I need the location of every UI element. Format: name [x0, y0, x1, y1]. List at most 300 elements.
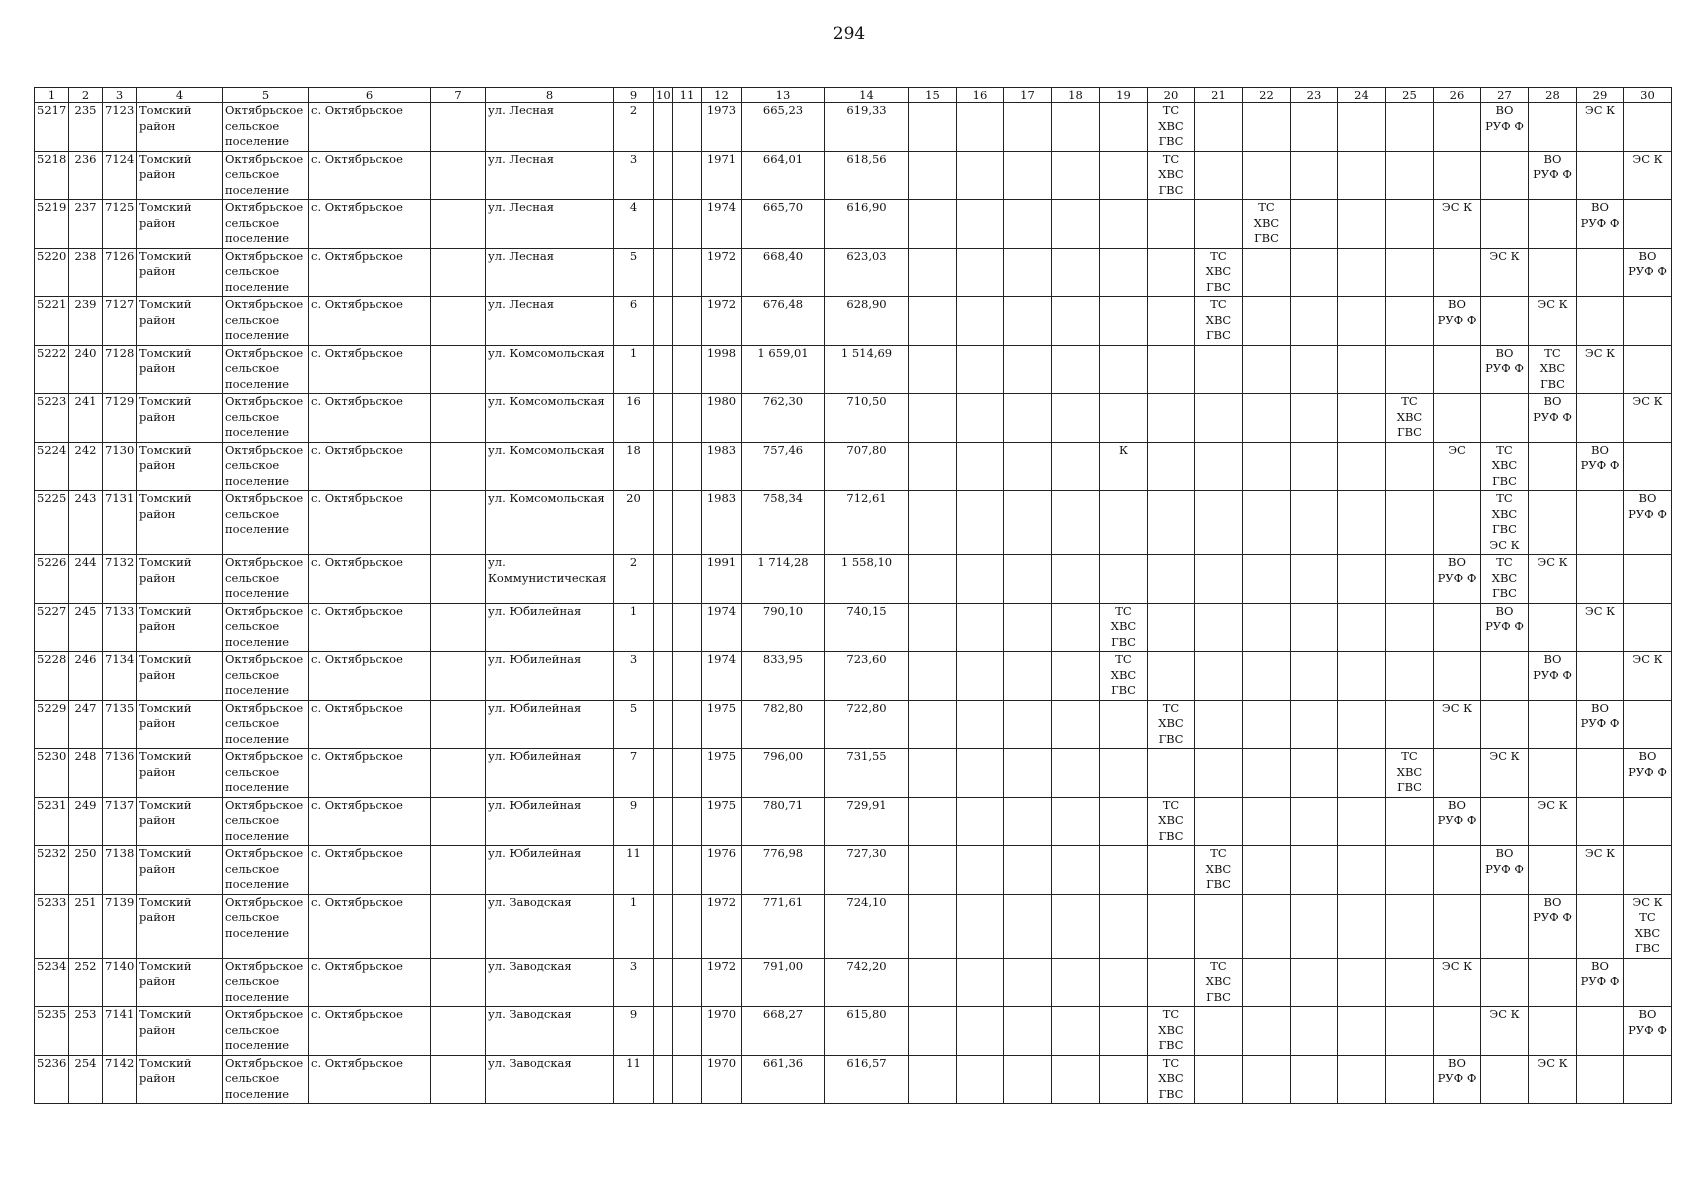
cell-col-21	[1195, 345, 1243, 394]
cell-col-24	[1338, 248, 1386, 297]
cell-col-19	[1100, 491, 1148, 555]
column-header-25: 25	[1386, 88, 1434, 103]
cell-col-26	[1434, 749, 1481, 798]
cell-locality: с. Октябрьское	[309, 297, 431, 346]
cell-street: ул. Комсомольская	[486, 394, 614, 443]
cell-col-7	[431, 442, 486, 491]
cell-col-28: ЭС К	[1529, 797, 1577, 846]
cell-col-11	[673, 491, 702, 555]
cell-col-18	[1052, 248, 1100, 297]
cell-col-27	[1481, 652, 1529, 701]
cell-col-10	[654, 749, 673, 798]
cell-col-23	[1291, 297, 1338, 346]
cell-living-area: 712,61	[825, 491, 909, 555]
cell-col-17	[1004, 1007, 1052, 1056]
column-header-22: 22	[1243, 88, 1291, 103]
cell-col-27	[1481, 797, 1529, 846]
cell-record-number: 5218	[35, 151, 69, 200]
cell-col-15	[909, 248, 957, 297]
cell-locality: с. Октябрьское	[309, 846, 431, 895]
cell-col-11	[673, 846, 702, 895]
cell-col-29	[1577, 297, 1624, 346]
cell-col-17	[1004, 652, 1052, 701]
cell-locality: с. Октябрьское	[309, 555, 431, 604]
cell-sequence-number: 241	[69, 394, 103, 443]
cell-col-18	[1052, 103, 1100, 152]
cell-col-7	[431, 555, 486, 604]
cell-living-area: 623,03	[825, 248, 909, 297]
cell-col-19	[1100, 1055, 1148, 1104]
cell-col-18	[1052, 394, 1100, 443]
table-row	[35, 894, 1672, 958]
cell-locality: с. Октябрьское	[309, 958, 431, 1007]
cell-col-20	[1148, 297, 1195, 346]
cell-col-23	[1291, 846, 1338, 895]
cell-object-number: 7132	[103, 555, 137, 604]
cell-house-number: 7	[614, 749, 654, 798]
cell-settlement: Октябрьское сельское поселение	[223, 652, 309, 701]
cell-col-7	[431, 103, 486, 152]
cell-col-29: ВО РУФ Ф	[1577, 958, 1624, 1007]
cell-col-29	[1577, 248, 1624, 297]
cell-col-24	[1338, 555, 1386, 604]
cell-sequence-number: 235	[69, 103, 103, 152]
cell-total-area: 665,70	[742, 200, 825, 249]
cell-col-26: ВО РУФ Ф	[1434, 1055, 1481, 1104]
cell-col-7	[431, 700, 486, 749]
cell-object-number: 7138	[103, 846, 137, 895]
cell-col-11	[673, 1055, 702, 1104]
cell-col-30: ВО РУФ Ф	[1624, 491, 1672, 555]
column-header-24: 24	[1338, 88, 1386, 103]
cell-col-15	[909, 958, 957, 1007]
cell-locality: с. Октябрьское	[309, 749, 431, 798]
cell-col-19: ТС ХВС ГВС	[1100, 652, 1148, 701]
cell-col-7	[431, 248, 486, 297]
cell-col-24	[1338, 151, 1386, 200]
cell-object-number: 7142	[103, 1055, 137, 1104]
cell-col-15	[909, 894, 957, 958]
cell-col-19	[1100, 297, 1148, 346]
cell-settlement: Октябрьское сельское поселение	[223, 1007, 309, 1056]
cell-col-24	[1338, 297, 1386, 346]
cell-col-30	[1624, 200, 1672, 249]
cell-record-number: 5232	[35, 846, 69, 895]
cell-col-29	[1577, 797, 1624, 846]
cell-col-21	[1195, 797, 1243, 846]
cell-col-19	[1100, 749, 1148, 798]
cell-district: Томский район	[137, 200, 223, 249]
cell-record-number: 5220	[35, 248, 69, 297]
cell-col-21: ТС ХВС ГВС	[1195, 297, 1243, 346]
cell-col-30	[1624, 603, 1672, 652]
cell-record-number: 5222	[35, 345, 69, 394]
cell-col-27	[1481, 151, 1529, 200]
table-row	[35, 151, 1672, 200]
cell-col-10	[654, 442, 673, 491]
cell-house-number: 11	[614, 846, 654, 895]
cell-object-number: 7124	[103, 151, 137, 200]
cell-sequence-number: 237	[69, 200, 103, 249]
column-header-15: 15	[909, 88, 957, 103]
table-row	[35, 555, 1672, 604]
cell-record-number: 5217	[35, 103, 69, 152]
cell-col-7	[431, 958, 486, 1007]
cell-col-16	[957, 555, 1004, 604]
cell-col-19	[1100, 200, 1148, 249]
cell-district: Томский район	[137, 1007, 223, 1056]
cell-col-11	[673, 297, 702, 346]
cell-locality: с. Октябрьское	[309, 797, 431, 846]
cell-col-18	[1052, 749, 1100, 798]
cell-record-number: 5229	[35, 700, 69, 749]
cell-col-29	[1577, 555, 1624, 604]
cell-object-number: 7123	[103, 103, 137, 152]
cell-sequence-number: 250	[69, 846, 103, 895]
cell-col-24	[1338, 749, 1386, 798]
cell-col-25	[1386, 200, 1434, 249]
cell-col-16	[957, 1007, 1004, 1056]
cell-col-20	[1148, 749, 1195, 798]
cell-district: Томский район	[137, 491, 223, 555]
cell-col-30	[1624, 1055, 1672, 1104]
cell-col-24	[1338, 394, 1386, 443]
cell-total-area: 833,95	[742, 652, 825, 701]
cell-living-area: 724,10	[825, 894, 909, 958]
cell-col-10	[654, 555, 673, 604]
cell-col-22	[1243, 958, 1291, 1007]
cell-col-19	[1100, 797, 1148, 846]
cell-col-30: ВО РУФ Ф	[1624, 1007, 1672, 1056]
cell-col-28	[1529, 442, 1577, 491]
cell-col-27: ТС ХВС ГВС ЭС К	[1481, 491, 1529, 555]
cell-col-24	[1338, 652, 1386, 701]
cell-col-11	[673, 345, 702, 394]
cell-col-20: ТС ХВС ГВС	[1148, 1055, 1195, 1104]
cell-col-18	[1052, 894, 1100, 958]
cell-col-7	[431, 297, 486, 346]
cell-col-7	[431, 894, 486, 958]
cell-col-19	[1100, 846, 1148, 895]
cell-house-number: 18	[614, 442, 654, 491]
cell-col-11	[673, 394, 702, 443]
cell-col-20: ТС ХВС ГВС	[1148, 797, 1195, 846]
cell-col-20	[1148, 394, 1195, 443]
cell-col-15	[909, 652, 957, 701]
cell-year: 1975	[702, 700, 742, 749]
cell-settlement: Октябрьское сельское поселение	[223, 345, 309, 394]
cell-object-number: 7130	[103, 442, 137, 491]
cell-col-24	[1338, 491, 1386, 555]
cell-settlement: Октябрьское сельское поселение	[223, 1055, 309, 1104]
cell-col-7	[431, 749, 486, 798]
column-header-21: 21	[1195, 88, 1243, 103]
cell-year: 1970	[702, 1055, 742, 1104]
cell-col-16	[957, 894, 1004, 958]
cell-col-23	[1291, 603, 1338, 652]
cell-settlement: Октябрьское сельское поселение	[223, 248, 309, 297]
cell-col-25	[1386, 345, 1434, 394]
cell-col-24	[1338, 894, 1386, 958]
cell-col-7	[431, 797, 486, 846]
cell-record-number: 5231	[35, 797, 69, 846]
cell-total-area: 668,40	[742, 248, 825, 297]
cell-district: Томский район	[137, 797, 223, 846]
cell-total-area: 676,48	[742, 297, 825, 346]
cell-locality: с. Октябрьское	[309, 1055, 431, 1104]
cell-year: 1971	[702, 151, 742, 200]
cell-locality: с. Октябрьское	[309, 700, 431, 749]
cell-col-10	[654, 846, 673, 895]
cell-col-23	[1291, 797, 1338, 846]
column-header-12: 12	[702, 88, 742, 103]
cell-col-17	[1004, 958, 1052, 1007]
cell-col-18	[1052, 603, 1100, 652]
cell-col-23	[1291, 700, 1338, 749]
cell-object-number: 7139	[103, 894, 137, 958]
cell-col-7	[431, 345, 486, 394]
cell-col-21	[1195, 491, 1243, 555]
table-row	[35, 103, 1672, 152]
cell-col-23	[1291, 345, 1338, 394]
cell-col-23	[1291, 200, 1338, 249]
cell-col-29: ВО РУФ Ф	[1577, 442, 1624, 491]
cell-living-area: 740,15	[825, 603, 909, 652]
cell-col-20	[1148, 442, 1195, 491]
cell-col-16	[957, 491, 1004, 555]
cell-col-11	[673, 103, 702, 152]
cell-col-18	[1052, 345, 1100, 394]
cell-sequence-number: 244	[69, 555, 103, 604]
cell-col-10	[654, 151, 673, 200]
cell-col-11	[673, 700, 702, 749]
cell-col-23	[1291, 652, 1338, 701]
table-row	[35, 797, 1672, 846]
cell-house-number: 2	[614, 555, 654, 604]
cell-col-19	[1100, 894, 1148, 958]
cell-col-17	[1004, 297, 1052, 346]
column-header-30: 30	[1624, 88, 1672, 103]
cell-col-20	[1148, 603, 1195, 652]
cell-col-25	[1386, 297, 1434, 346]
register-table	[34, 87, 1672, 1104]
cell-col-11	[673, 1007, 702, 1056]
table-row	[35, 1055, 1672, 1104]
cell-col-10	[654, 797, 673, 846]
cell-col-15	[909, 491, 957, 555]
cell-col-21	[1195, 749, 1243, 798]
cell-object-number: 7137	[103, 797, 137, 846]
cell-col-28: ВО РУФ Ф	[1529, 894, 1577, 958]
cell-total-area: 758,34	[742, 491, 825, 555]
cell-col-20	[1148, 652, 1195, 701]
cell-object-number: 7126	[103, 248, 137, 297]
cell-record-number: 5223	[35, 394, 69, 443]
cell-living-area: 616,90	[825, 200, 909, 249]
cell-col-15	[909, 603, 957, 652]
cell-col-18	[1052, 491, 1100, 555]
cell-house-number: 2	[614, 103, 654, 152]
cell-col-17	[1004, 846, 1052, 895]
cell-col-28	[1529, 749, 1577, 798]
column-header-14: 14	[825, 88, 909, 103]
cell-locality: с. Октябрьское	[309, 200, 431, 249]
cell-col-15	[909, 700, 957, 749]
cell-living-area: 707,80	[825, 442, 909, 491]
cell-living-area: 727,30	[825, 846, 909, 895]
cell-col-15	[909, 1007, 957, 1056]
cell-col-22	[1243, 555, 1291, 604]
cell-col-24	[1338, 103, 1386, 152]
cell-total-area: 780,71	[742, 797, 825, 846]
cell-year: 1983	[702, 491, 742, 555]
cell-total-area: 668,27	[742, 1007, 825, 1056]
cell-col-28	[1529, 491, 1577, 555]
cell-col-26: ВО РУФ Ф	[1434, 555, 1481, 604]
cell-col-24	[1338, 200, 1386, 249]
cell-col-10	[654, 652, 673, 701]
cell-col-10	[654, 491, 673, 555]
cell-settlement: Октябрьское сельское поселение	[223, 442, 309, 491]
cell-col-15	[909, 555, 957, 604]
cell-col-28	[1529, 1007, 1577, 1056]
cell-street: ул. Коммунистическая	[486, 555, 614, 604]
cell-col-30	[1624, 700, 1672, 749]
cell-col-23	[1291, 103, 1338, 152]
cell-col-22	[1243, 1055, 1291, 1104]
cell-house-number: 20	[614, 491, 654, 555]
cell-col-28: ЭС К	[1529, 555, 1577, 604]
cell-street: ул. Лесная	[486, 200, 614, 249]
cell-col-18	[1052, 1055, 1100, 1104]
cell-district: Томский район	[137, 103, 223, 152]
cell-col-7	[431, 200, 486, 249]
cell-col-30	[1624, 103, 1672, 152]
cell-col-26	[1434, 248, 1481, 297]
column-header-23: 23	[1291, 88, 1338, 103]
cell-street: ул. Заводская	[486, 1055, 614, 1104]
cell-house-number: 6	[614, 297, 654, 346]
cell-district: Томский район	[137, 345, 223, 394]
cell-col-28	[1529, 846, 1577, 895]
cell-total-area: 1 714,28	[742, 555, 825, 604]
cell-total-area: 782,80	[742, 700, 825, 749]
cell-col-18	[1052, 958, 1100, 1007]
cell-col-21	[1195, 555, 1243, 604]
cell-locality: с. Октябрьское	[309, 248, 431, 297]
cell-col-26: ВО РУФ Ф	[1434, 297, 1481, 346]
cell-col-16	[957, 652, 1004, 701]
column-header-17: 17	[1004, 88, 1052, 103]
cell-col-25: ТС ХВС ГВС	[1386, 394, 1434, 443]
cell-col-27: ВО РУФ Ф	[1481, 846, 1529, 895]
cell-street: ул. Юбилейная	[486, 797, 614, 846]
cell-col-21	[1195, 394, 1243, 443]
cell-object-number: 7133	[103, 603, 137, 652]
cell-col-29	[1577, 1007, 1624, 1056]
cell-object-number: 7135	[103, 700, 137, 749]
cell-street: ул. Комсомольская	[486, 345, 614, 394]
cell-col-26: ЭС	[1434, 442, 1481, 491]
cell-col-20	[1148, 248, 1195, 297]
cell-col-21	[1195, 103, 1243, 152]
column-header-7: 7	[431, 88, 486, 103]
cell-settlement: Октябрьское сельское поселение	[223, 151, 309, 200]
cell-col-10	[654, 1055, 673, 1104]
cell-district: Томский район	[137, 700, 223, 749]
cell-col-27: ВО РУФ Ф	[1481, 103, 1529, 152]
cell-sequence-number: 251	[69, 894, 103, 958]
cell-settlement: Октябрьское сельское поселение	[223, 555, 309, 604]
table-row	[35, 491, 1672, 555]
cell-col-29	[1577, 652, 1624, 701]
cell-col-15	[909, 749, 957, 798]
cell-sequence-number: 238	[69, 248, 103, 297]
cell-record-number: 5228	[35, 652, 69, 701]
cell-year: 1974	[702, 200, 742, 249]
cell-sequence-number: 245	[69, 603, 103, 652]
cell-locality: с. Октябрьское	[309, 894, 431, 958]
cell-col-30	[1624, 442, 1672, 491]
cell-col-26	[1434, 1007, 1481, 1056]
cell-year: 1972	[702, 248, 742, 297]
cell-col-17	[1004, 1055, 1052, 1104]
cell-col-25	[1386, 248, 1434, 297]
cell-district: Томский район	[137, 1055, 223, 1104]
cell-col-10	[654, 958, 673, 1007]
cell-col-24	[1338, 846, 1386, 895]
cell-col-25	[1386, 603, 1434, 652]
cell-col-21	[1195, 652, 1243, 701]
column-header-19: 19	[1100, 88, 1148, 103]
cell-record-number: 5235	[35, 1007, 69, 1056]
cell-street: ул. Заводская	[486, 894, 614, 958]
cell-col-18	[1052, 151, 1100, 200]
cell-col-22	[1243, 248, 1291, 297]
cell-record-number: 5234	[35, 958, 69, 1007]
table-row	[35, 603, 1672, 652]
cell-col-16	[957, 103, 1004, 152]
cell-locality: с. Октябрьское	[309, 103, 431, 152]
column-header-1: 1	[35, 88, 69, 103]
cell-sequence-number: 240	[69, 345, 103, 394]
cell-col-30: ЭС К	[1624, 394, 1672, 443]
cell-col-15	[909, 345, 957, 394]
cell-col-18	[1052, 555, 1100, 604]
cell-col-11	[673, 603, 702, 652]
column-header-3: 3	[103, 88, 137, 103]
cell-living-area: 722,80	[825, 700, 909, 749]
table-row	[35, 200, 1672, 249]
column-header-2: 2	[69, 88, 103, 103]
cell-col-15	[909, 151, 957, 200]
cell-district: Томский район	[137, 958, 223, 1007]
table-row	[35, 749, 1672, 798]
cell-col-23	[1291, 151, 1338, 200]
column-header-27: 27	[1481, 88, 1529, 103]
cell-sequence-number: 248	[69, 749, 103, 798]
cell-col-17	[1004, 442, 1052, 491]
cell-house-number: 1	[614, 894, 654, 958]
cell-year: 1976	[702, 846, 742, 895]
cell-col-22	[1243, 103, 1291, 152]
cell-settlement: Октябрьское сельское поселение	[223, 958, 309, 1007]
cell-record-number: 5236	[35, 1055, 69, 1104]
cell-col-29	[1577, 151, 1624, 200]
table-row	[35, 652, 1672, 701]
cell-street: ул. Заводская	[486, 1007, 614, 1056]
cell-col-11	[673, 151, 702, 200]
